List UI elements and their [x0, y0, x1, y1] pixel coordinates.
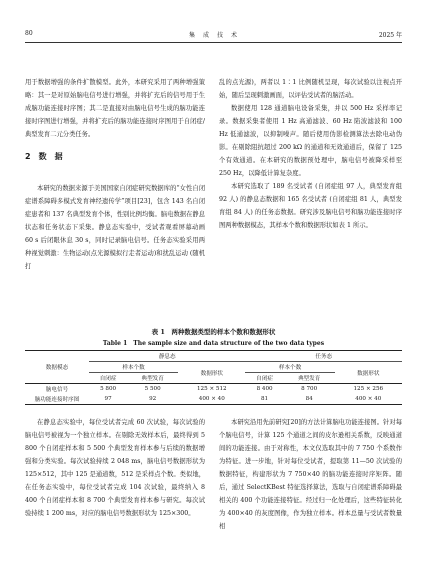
table-cell: 5 500 [144, 386, 161, 392]
right-column-top [219, 76, 402, 232]
table-cell: 8 400 [256, 386, 273, 392]
table-cell: 脑功能连接时序图 [25, 394, 89, 405]
paragraph: 乱的点光源)，两者以 1∶1 比例随机呈现，每次试验以注视点开始，随后呈现刺激画面，以评估受试者的脑活动。 [219, 79, 402, 99]
left-column-bottom [25, 416, 205, 520]
running-header [25, 30, 402, 40]
table-head-modality: 数据模态 [25, 351, 89, 384]
table-cell: 81 [245, 394, 283, 405]
table-caption-cn: 表 1 两种数据类型的样本个数和数据形状 [151, 328, 276, 336]
header-rule [25, 42, 402, 43]
table-cell: 125 × 256 [353, 386, 384, 392]
left-column-top [25, 76, 205, 141]
table-cell: 125 × 512 [196, 386, 227, 392]
table-head-rest: 静息态 [89, 351, 245, 362]
paragraph: 数据使用 128 通道脑电设备采集，并以 500 Hz 采样率记录。数据采集者使用 1 Hz 高通滤波、60 Hz 陷波滤波和 100 Hz 低通滤波，以抑制噪声。随后使用伪影检测算法去除电动伪影。在剔除阻抗超过 200 kΩ 的通道和无效通道后，保留了 125 个有效通道。在本研究的数据预处理中，脑电信号被降采样至 250 Hz，以降低计算复杂度。 [219, 105, 402, 177]
table-cell: 8 700 [301, 386, 318, 392]
table-cell: 400 × 40 [178, 394, 245, 405]
table-cell: 5 800 [100, 386, 117, 392]
table-head-samples: 样本个数 [89, 362, 178, 373]
right-column-bottom [219, 416, 402, 533]
paragraph: 本研究的数据来源于美国国家自闭症研究数据库的“女性自闭症谱系障碍多模式发育神经遗传学”项目[23]，包含 143 名自闭症患者和 137 名典型发育个体，性别比例均衡。脑电数据在静息状态和任务状态下采集。静息态实验中，受试者观看屏幕动画 60 s 后闭眼休息 30 s，同时记录脑电信号。任务态实验采用两种视觉刺激：生物运动(点光源模拟行走者运动)和扰乱运动 (随机打 [25, 185, 205, 270]
paragraph: 在静息态实验中，每位受试者完成 60 次试验，每次试验的脑电信号被视为一个独立样本。在剔除无效样本后，最终得到 5 800 个自闭症样本和 5 500 个典型发育样本参与后续的数据增强和分类实验。每次试验持续 2 048 ms，脑电信号数据形状为 125×512，其中 125 是通道数，512 是采样点个数。类似地，在任务态实验中，每位受试者完成 104 次试验，最终纳入 8 400 个自闭症样本和 8 700 个典型发育样本参与研究。每次试验持续 1 200 ms，对应的脑电信号数据形状为 125×300。 [25, 419, 205, 517]
table-cell: 92 [127, 394, 178, 405]
table-head-shape: 数据形状 [335, 362, 402, 384]
table-cell: 97 [89, 394, 127, 405]
table-row [25, 384, 402, 395]
table-head-samples: 样本个数 [245, 362, 334, 373]
table-row [25, 394, 402, 405]
table-head-td: 典型发育 [284, 373, 335, 384]
paragraph: 本研究沿用先前研究[20]的方法计算脑电功能连接图。针对每个脑电信号，计算 125 个通道之间的皮尔逊相关系数，反映通道间的功能连接。由于对称性，本文仅选取其中的 7 750 个系数作为特征。进一步地，针对每位受试者，提取第 11—50 次试验的数据特征，构建形状为 7 750×40 的脑功能连接时序矩阵。随后，通过 SelectKBest 特征选择算法，选取与自闭症谱系障碍最相关的 400 个功能连接特征。经过归一化处理后，这些特征转化为 400×40 的灰度图像，作为独立样本。样本总量与受试者数量相 [219, 419, 402, 530]
page-number: 80 [25, 30, 33, 37]
table-cell: 脑电信号 [45, 387, 69, 393]
table-head-task: 任务态 [245, 351, 402, 362]
journal-name: 集 成 技 术 [188, 32, 238, 39]
data-table [25, 350, 402, 405]
paragraph: 用于数据增强的条件扩散模型。此外，本研究采用了两种增强策略：其一是对原始脑电信号进行增强，并将扩充后的信号用于生成脑功能连接时序图；其二是直接对由脑电信号生成的脑功能连接时序图进行增强，并将扩充后的脑功能连接时序图用于自闭症/典型发育二元分类任务。 [25, 79, 205, 138]
paragraph: 本研究选取了 189 名受试者 (自闭症组 97 人，典型发育组 92 人) 的静息态数据和 165 名受试者 (自闭症组 81 人，典型发育组 84 人) 的任务态数据。研究涉及脑电信号和脑功能连接时序图两种数据模态，其样本个数和数据形状如表 1 所示。 [219, 183, 402, 229]
table-cell: 84 [284, 394, 335, 405]
left-column-data [25, 182, 205, 273]
header-year: 2025 年 [378, 32, 402, 39]
table-head-shape: 数据形状 [178, 362, 245, 384]
table-head-asd: 自闭症 [245, 373, 283, 384]
section-heading: 2 数 据 [25, 152, 63, 161]
table-head-asd: 自闭症 [89, 373, 127, 384]
table-head-td: 典型发育 [127, 373, 178, 384]
table-cell: 400 × 40 [335, 394, 402, 405]
table-caption-en: Table 1 The sample size and data structure of the two data types [102, 340, 325, 347]
